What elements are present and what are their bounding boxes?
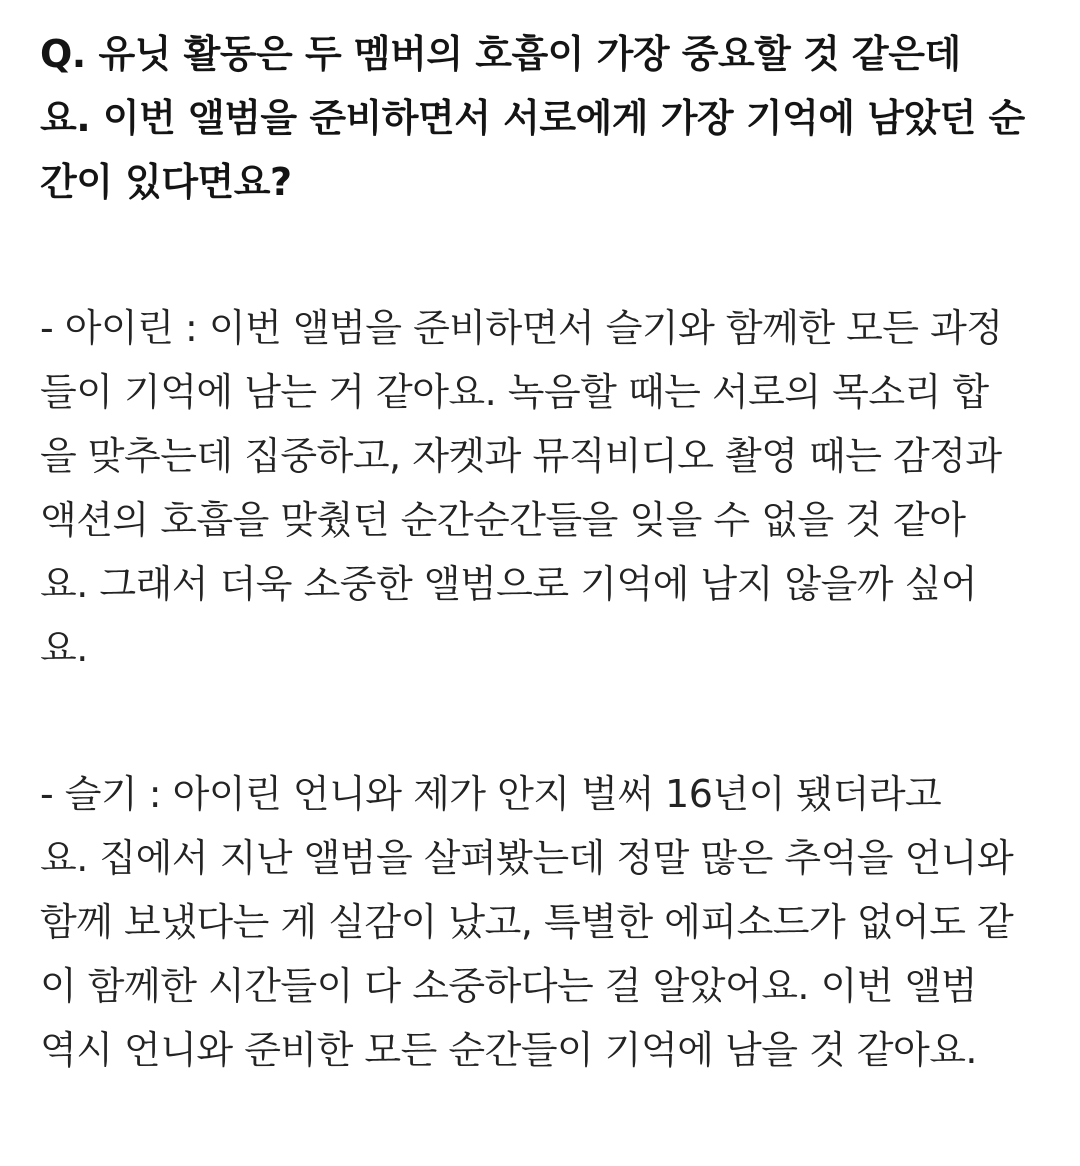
answer-line: 액션의 호흡을 맞췄던 순간순간들을 잊을 수 없을 것 같아 (40, 498, 966, 542)
answer-irene (40, 296, 1050, 680)
question-line: 간이 있다면요? (40, 160, 292, 204)
answer-line: 요. 집에서 지난 앨범을 살펴봤는데 정말 많은 추억을 언니와 (40, 836, 1014, 880)
answer-seulgi (40, 762, 1050, 1082)
paragraph-gap (40, 214, 1050, 296)
answer-line: - 아이린 : 이번 앨범을 준비하면서 슬기와 함께한 모든 과정 (40, 306, 1003, 350)
paragraph-gap (40, 680, 1050, 762)
question-line: 요. 이번 앨범을 준비하면서 서로에게 가장 기억에 남았던 순 (40, 96, 1025, 140)
answer-line: 을 맞추는데 집중하고, 자켓과 뮤직비디오 촬영 때는 감정과 (40, 434, 1002, 478)
answer-line: 이 함께한 시간들이 다 소중하다는 걸 알았어요. 이번 앨범 (40, 964, 977, 1008)
answer-line: 요. 그래서 더욱 소중한 앨범으로 기억에 남지 않을까 싶어 (40, 562, 977, 606)
answer-line: - 슬기 : 아이린 언니와 제가 안지 벌써 16년이 됐더라고 (40, 772, 942, 816)
answer-line: 함께 보냈다는 게 실감이 났고, 특별한 에피소드가 없어도 같 (40, 900, 1014, 944)
interview-article (40, 22, 1050, 1082)
answer-line: 들이 기억에 남는 거 같아요. 녹음할 때는 서로의 목소리 합 (40, 370, 989, 414)
interview-question (40, 22, 1050, 214)
question-line: Q. 유닛 활동은 두 멤버의 호흡이 가장 중요할 것 같은데 (40, 32, 961, 76)
answer-line: 요. (40, 626, 88, 670)
answer-line: 역시 언니와 준비한 모든 순간들이 기억에 남을 것 같아요. (40, 1028, 977, 1072)
